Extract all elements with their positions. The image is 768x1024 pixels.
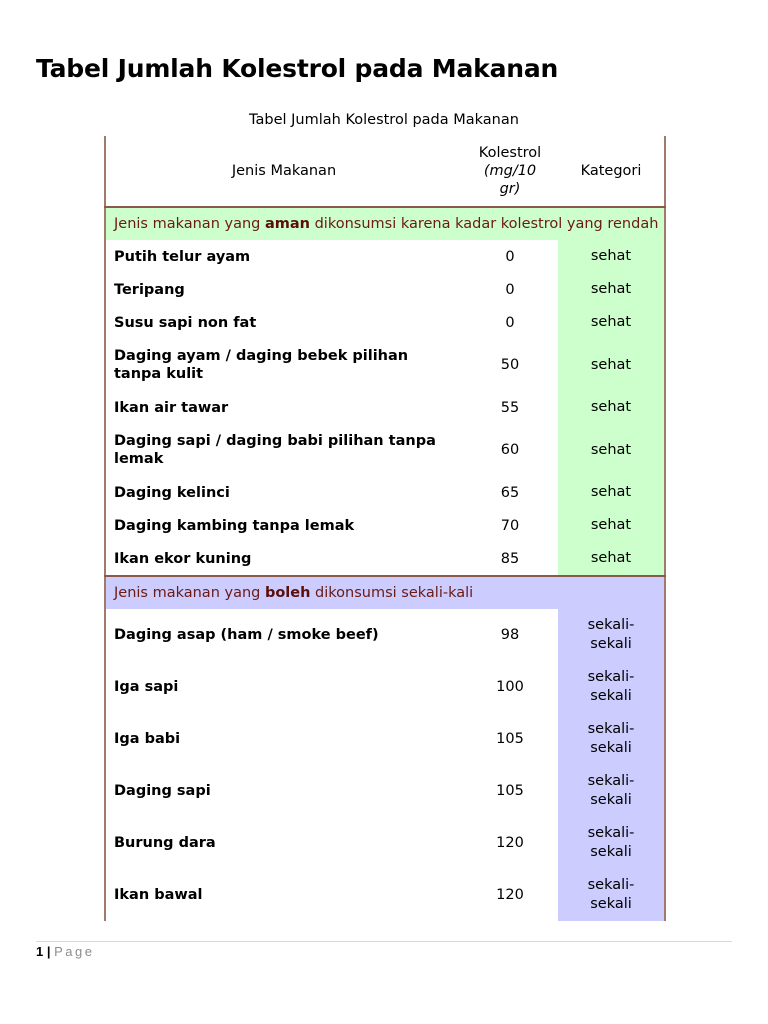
category-line2: sekali [590, 792, 632, 808]
food-cell: Daging sapi / daging babi pilihan tanpa lemak [114, 433, 436, 467]
section-row-boleh [105, 576, 665, 609]
food-cell: Susu sapi non fat [114, 314, 257, 331]
food-cell: Putih telur ayam [114, 248, 251, 265]
category-line1: sekali- [587, 669, 635, 685]
category-line2: sekali [590, 896, 632, 912]
cholesterol-table [104, 136, 666, 921]
value-cell: 105 [496, 731, 524, 747]
category-cell [558, 609, 665, 661]
food-cell: Daging sapi [114, 783, 211, 799]
category-cell [558, 713, 665, 765]
section-suffix: dikonsumsi karena kadar kolestrol yang rendah [309, 216, 659, 232]
section-row-aman [105, 207, 665, 240]
value-cell: 0 [505, 248, 515, 265]
table-row [105, 765, 665, 817]
header-kolestrol [462, 136, 558, 207]
food-cell: Daging kelinci [114, 484, 230, 501]
value-cell: 0 [505, 281, 515, 298]
table-row [105, 306, 665, 339]
table-header-row [105, 136, 665, 207]
table-row [105, 817, 665, 869]
page-footer [36, 943, 95, 961]
value-cell: 120 [496, 887, 524, 903]
section-suffix: dikonsumsi sekali-kali [310, 585, 474, 601]
value-cell: 120 [496, 835, 524, 851]
table-row [105, 869, 665, 921]
category-cell: sehat [558, 273, 665, 306]
category-line1: sekali- [587, 877, 635, 893]
category-line1: sekali- [587, 773, 635, 789]
table-caption: Tabel Jumlah Kolestrol pada Makanan [249, 112, 519, 128]
category-line2: sekali [590, 688, 632, 704]
value-cell: 60 [500, 442, 520, 458]
header-kolestrol-line3: gr) [499, 181, 521, 197]
value-cell: 50 [500, 357, 520, 373]
category-cell: sehat [558, 339, 665, 391]
section-label-aman [105, 207, 665, 240]
page-number: 1 [36, 944, 44, 959]
food-cell: Iga sapi [114, 679, 179, 695]
category-cell [558, 661, 665, 713]
section-keyword: aman [264, 216, 310, 232]
category-line1: sekali- [587, 617, 635, 633]
category-cell [558, 817, 665, 869]
food-cell: Daging kambing tanpa lemak [114, 517, 355, 534]
category-cell [558, 869, 665, 921]
table-row [105, 661, 665, 713]
page-separator: | [46, 944, 51, 959]
food-cell: Ikan bawal [114, 887, 203, 903]
value-cell: 70 [500, 517, 520, 534]
section-prefix: Jenis makanan yang [114, 585, 265, 601]
category-cell [558, 765, 665, 817]
header-kolestrol-line2: (mg/10 [483, 163, 537, 179]
value-cell: 55 [500, 399, 520, 416]
document-title: Tabel Jumlah Kolestrol pada Makanan [36, 54, 559, 83]
section-label-boleh [105, 576, 665, 609]
footer-divider [36, 941, 732, 942]
food-cell: Ikan air tawar [114, 399, 229, 416]
value-cell: 100 [496, 679, 524, 695]
category-cell: sehat [558, 509, 665, 542]
food-cell: Burung dara [114, 835, 216, 851]
table-row [105, 476, 665, 509]
category-cell: sehat [558, 476, 665, 509]
food-cell: Daging asap (ham / smoke beef) [114, 627, 379, 643]
table-row [105, 240, 665, 273]
section-keyword: boleh [264, 585, 311, 601]
value-cell: 0 [505, 314, 515, 331]
table-row [105, 609, 665, 661]
header-category: Kategori [558, 136, 665, 207]
category-line2: sekali [590, 844, 632, 860]
value-cell: 98 [500, 627, 520, 643]
category-line2: sekali [590, 740, 632, 756]
category-cell: sehat [558, 306, 665, 339]
table-row [105, 542, 665, 576]
food-cell: Ikan ekor kuning [114, 550, 252, 567]
page-label: Page [54, 944, 95, 959]
section-prefix: Jenis makanan yang [114, 216, 265, 232]
category-cell: sehat [558, 391, 665, 424]
table-row [105, 509, 665, 542]
table-row [105, 713, 665, 765]
value-cell: 85 [500, 550, 520, 567]
category-line1: sekali- [587, 825, 635, 841]
header-food: Jenis Makanan [105, 136, 462, 207]
food-cell: Daging ayam / daging bebek pilihan tanpa kulit [114, 348, 409, 382]
header-kolestrol-line1: Kolestrol [478, 145, 542, 161]
value-cell: 105 [496, 783, 524, 799]
category-cell: sehat [558, 424, 665, 476]
category-cell: sehat [558, 240, 665, 273]
table-row [105, 391, 665, 424]
category-line1: sekali- [587, 721, 635, 737]
table-row [105, 273, 665, 306]
food-cell: Iga babi [114, 731, 181, 747]
category-cell: sehat [558, 542, 665, 576]
table-row [105, 424, 665, 476]
value-cell: 65 [500, 484, 520, 501]
category-line2: sekali [590, 636, 632, 652]
food-cell: Teripang [114, 281, 185, 298]
table-row [105, 339, 665, 391]
